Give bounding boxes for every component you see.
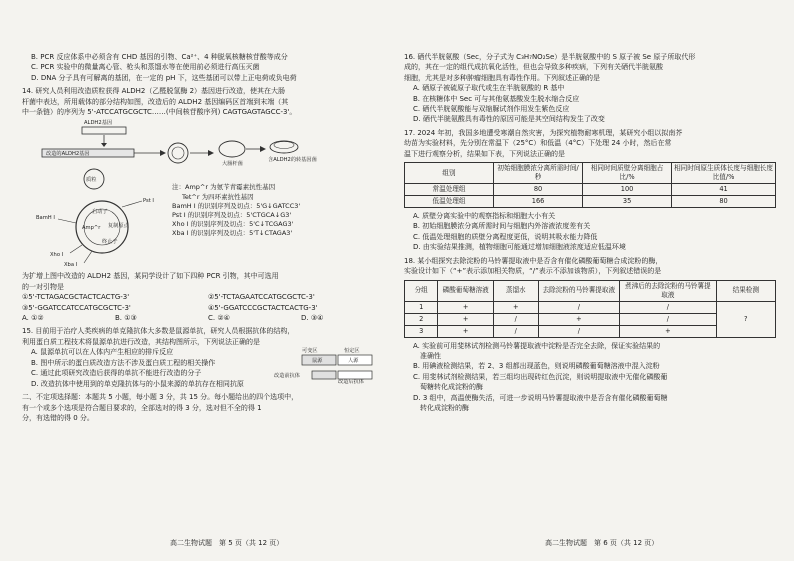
label-mouse: 鼠源 xyxy=(312,358,323,365)
primer-3: ③5'-GGATCCATCCATGCGCTC-3' xyxy=(22,303,131,312)
ecoli-shape xyxy=(219,141,245,157)
q16-option-c[interactable]: C. 硒代半胱氨酸能与双缩脲试剂作用发生紫色反应 xyxy=(413,105,570,114)
q15-stem-2: 利用蛋白质工程技术将鼠源单抗进行改造，其结构图所示，下列说法正确的是 xyxy=(22,337,260,346)
q13-option-b: B. PCR 反应体系中必须含有 CHD 基因的引物、Ca²⁺、4 种脱氧核糖核苷酸等成分 xyxy=(31,53,288,61)
q14-choices xyxy=(22,313,394,323)
right-column xyxy=(404,52,776,413)
cell: 41 xyxy=(672,184,776,196)
q17-table-header xyxy=(405,163,776,184)
q14-tail-1: 为扩增上图中改造的 ALDH2 基因，某同学设计了如下四种 PCR 引物，其中可选用 xyxy=(22,272,279,281)
q15-option-b[interactable]: B. 图中所示的蛋白质改造方法不涉及蛋白质工程的相关操作 xyxy=(31,358,216,367)
q18-option-c[interactable]: C. 用斐林试剂检测结果，若三组均出现砖红色沉淀，则说明提取液中无催化磷酸葡 xyxy=(413,372,668,381)
q18-col-water: 蒸馏水 xyxy=(494,280,539,301)
q17-col-length: 相同时间原生质体长度与细胞长度比值/% xyxy=(672,163,776,184)
section2-heading-1: 二、不定项选择题：本题共 5 小题，每小题 3 分，共 15 分。每小题给出的四个选项中， xyxy=(22,393,299,402)
q14-stem-2: 杆菌中表达，所用载体的部分结构如图，改造后的 ALDH2 基因编码区首端到末端（其 xyxy=(22,97,289,106)
q17-option-c[interactable]: C. 低温处理细胞的质壁分离程度更低，说明其吸水能力降低 xyxy=(413,232,598,241)
gene-box xyxy=(82,127,126,134)
q18-stem-1: 18. 某小组探究去除淀粉的马铃薯提取液中是否含有催化磷酸葡萄糖合成淀粉的酶， xyxy=(404,256,663,265)
site-xhoi: Xho I xyxy=(50,252,64,259)
segment-ampr: Amp^r xyxy=(82,225,101,232)
cell: / xyxy=(538,301,620,313)
transgenic-label: 含ALDH2的转基因菌 xyxy=(268,157,317,164)
q14-stem-1: 14. 研究人员利用改造质粒获得 ALDH2（乙醛脱氢酶 2）基因进行改造，使其在大肠 xyxy=(22,87,286,96)
q18-option-a[interactable]: A. 实验前可用斐林试剂检测马铃薯提取液中淀粉是否完全去除，保证实验结果的 xyxy=(413,341,661,350)
cell: + xyxy=(494,301,539,313)
left-column xyxy=(22,52,394,424)
q18-option-d-cont: 转化成淀粉的酶 xyxy=(420,403,469,412)
primer-4: ④5'-GGATCCCGCTACTCACTG-3' xyxy=(208,303,318,312)
q15-option-c[interactable]: C. 通过此项研究改造后获得的单抗不能进行改造的分子 xyxy=(31,369,202,378)
note-2: Tet^r 为四环素抗性基因 xyxy=(182,192,254,201)
cell-result: ? xyxy=(716,301,775,337)
segment-terminator: 终止子 xyxy=(102,239,118,246)
antibody-figure xyxy=(272,345,392,389)
page-footer-left: 高二生物试题 第 5 页（共 12 页） xyxy=(170,539,284,547)
cell: 3 xyxy=(405,325,438,337)
q16-stem-1: 16. 硒代半胱氨酸（Sec，分子式为 C₃H₇NO₂Se）是半胱氨酸中的 S 原子被 Se 原子所取代形 xyxy=(404,53,696,61)
q15-option-a[interactable]: A. 鼠源单抗可以在人体内产生相应的排斥反应 xyxy=(31,348,174,357)
site-psti: Pst I xyxy=(143,198,154,205)
q17-table xyxy=(404,162,776,208)
section2-heading-3: 分，有选错的得 0 分。 xyxy=(22,414,94,423)
cell: / xyxy=(620,313,716,325)
note-5: Xho I 的识别序列及切点：5'C↓TCGAG3' xyxy=(172,220,294,229)
cell: + xyxy=(538,313,620,325)
cell: 2 xyxy=(405,313,438,325)
q18-stem-2: 实验设计如下（“+”表示添加相关物质，“/”表示不添加该物质），下列叙述错误的是 xyxy=(404,267,662,276)
q17-col-ratio: 相同时间质壁分离细胞占比/% xyxy=(583,163,672,184)
q13-option-c: C. PCR 实验中的微量离心管、枪头和蒸馏水等在使用前必须进行高压灭菌 xyxy=(31,63,260,72)
q15-options xyxy=(22,347,272,389)
cell: 35 xyxy=(583,196,672,208)
cell: + xyxy=(438,313,494,325)
q18-col-extract: 去除淀粉的马铃薯提取液 xyxy=(538,280,620,301)
q15-block xyxy=(22,347,394,389)
q17-option-b[interactable]: B. 初始细胞膜浓分离所需时间与细胞内外溶液浓度差有关 xyxy=(413,222,591,231)
q14-choice-b[interactable]: B. ①③ xyxy=(115,314,137,323)
q14-primer-row-2 xyxy=(22,303,394,313)
q18-option-b[interactable]: B. 用碘液检测结果，若 2、3 组都出现蓝色，则说明磷酸葡萄糖溶液中混入淀粉 xyxy=(413,362,660,371)
cell: 低温处理组 xyxy=(405,196,494,208)
q16-option-a[interactable]: A. 硒原子被硫原子取代或生在半胱氨酸的 R 基中 xyxy=(413,84,565,93)
section2-heading-2: 有一个或多个选项是符合题目要求的，全部选对的得 3 分，选对但不全的得 1 xyxy=(22,403,262,412)
q18-table xyxy=(404,280,776,338)
culture-dish xyxy=(270,141,298,153)
q14-stem-3: 中一条链）的序列为 5'-ATCCATGCGCTC……(中间核苷酸序列) CAGTGAGTAGCC-3'。 xyxy=(22,108,297,117)
q18-col-boiled: 煮沸后的去除淀粉的马铃薯提取液 xyxy=(620,280,716,301)
gene-label: ALDH2基因 xyxy=(84,120,113,127)
q16-stem-3: 细胞，尤其是对多种肿瘤细胞具有毒性作用。下列叙述正确的是 xyxy=(404,73,600,82)
cell: 100 xyxy=(583,184,672,196)
modified-gene-label: 改造的ALDH2基因 xyxy=(46,151,90,158)
cell: / xyxy=(538,325,620,337)
q14-choice-a[interactable]: A. ①② xyxy=(22,314,44,323)
primer-2: ②5'-TCTAGAATCCATGCGCTC-3' xyxy=(208,293,315,302)
cell: 80 xyxy=(672,196,776,208)
primer-1: ①5'-TCTAGACGCTACTCACTG-3' xyxy=(22,293,130,302)
q16-option-d[interactable]: D. 硒代半胱氨酸具有毒性的原因可能是其空间结构发生了改变 xyxy=(413,115,605,124)
caption-after: 改造后抗体 xyxy=(338,379,364,386)
q17-option-d[interactable]: D. 由实验结果推测，植物细胞可能通过增加细胞液浓度适应低温环境 xyxy=(413,243,626,252)
cell: 166 xyxy=(494,196,583,208)
segment-promoter: 启动子 xyxy=(92,209,108,216)
q18-table-header xyxy=(405,280,776,301)
label-human: 人源 xyxy=(348,358,359,365)
q17-stem-3: 温下进行观察分析，结果如下表，下列说法正确的是 xyxy=(404,149,565,158)
q14-tail-2: 的一对引物是 xyxy=(22,282,64,291)
table-row xyxy=(405,184,776,196)
page-footer-right: 高二生物试题 第 6 页（共 12 页） xyxy=(545,539,659,547)
q18-option-c-cont: 萄糖转化成淀粉的酶 xyxy=(420,383,483,392)
cell: 1 xyxy=(405,301,438,313)
q14-figure xyxy=(22,119,394,269)
note-1: 注：Amp^r 为氨苄青霉素抗性基因 xyxy=(172,183,276,192)
q17-col-group: 组别 xyxy=(405,163,494,184)
q18-option-a-cont: 准确性 xyxy=(420,351,441,360)
cell: 常温处理组 xyxy=(405,184,494,196)
cell: / xyxy=(494,313,539,325)
vector-label: 质粒 xyxy=(86,177,97,184)
q17-stem-1: 17. 2024 年初，我国多地遭受寒潮自然灾害，为探究植物耐寒机理，某研究小组以拟南芥 xyxy=(404,128,683,137)
cell: / xyxy=(620,301,716,313)
q18-col-result: 结果检测 xyxy=(716,280,775,301)
q18-option-d[interactable]: D. 3 组中，高温使酶失活，可进一步说明马铃薯提取液中是否含有催化磷酸葡萄糖 xyxy=(413,393,668,402)
caption-before: 改造前抗体 xyxy=(274,373,300,380)
q14-primer-row-1 xyxy=(22,292,394,302)
q14-choice-c[interactable]: C. ②④ xyxy=(208,314,230,323)
q16-stem-2: 成的，其在一定的组代成抗氧化活性，但也会导致多种疾病，下列有关硒代半胱氨酸 xyxy=(404,63,663,72)
label-variable: 可变区 xyxy=(302,348,318,355)
cell: 80 xyxy=(494,184,583,196)
cell: / xyxy=(494,325,539,337)
note-4: Pst I 的识别序列及切点：5'CTGCA↓G3' xyxy=(172,211,292,220)
cell: + xyxy=(438,301,494,313)
site-bamhi: BamH I xyxy=(36,215,55,222)
q17-col-time: 初始细胞膜浓分离所需时间/秒 xyxy=(494,163,583,184)
table-row xyxy=(405,301,776,313)
enzyme-notes xyxy=(172,183,300,238)
q18-col-group: 分组 xyxy=(405,280,438,301)
q14-choice-d[interactable]: D. ③④ xyxy=(301,314,324,323)
note-6: Xba I 的识别序列及切点：5'T↓CTAGA3' xyxy=(172,229,293,238)
q16-option-b[interactable]: B. 在核糖体中 Sec 可与其他氨基酸发生脱水缩合反应 xyxy=(413,94,580,103)
segment-origin: 复制原点 xyxy=(108,223,129,230)
q17-option-a[interactable]: A. 质壁分离实验中的观察指标和细胞大小有关 xyxy=(413,212,556,221)
q15-stem-1: 15. 目前用于治疗人类疾病的单克隆抗体大多数是鼠源单抗，研究人员根据抗体的结构， xyxy=(22,327,295,336)
site-xbai: Xba I xyxy=(64,262,78,269)
table-row xyxy=(405,196,776,208)
cell: + xyxy=(620,325,716,337)
q13-option-d: D. DNA 分子具有可解离的基团，在一定的 pH 下，这些基团可以带上正电荷或负电荷 xyxy=(31,73,297,82)
q18-col-glucose: 磷酸葡萄糖溶液 xyxy=(438,280,494,301)
note-3: BamH I 的识别序列及切点：5'G↓GATCC3' xyxy=(172,201,301,210)
recombinant-plasmid xyxy=(168,143,188,163)
q15-option-d[interactable]: D. 改造抗体中使用到的单克隆抗体与的小鼠来源的单抗存在相同抗原 xyxy=(31,379,244,388)
q17-stem-2: 幼苗为实验材料，先分别在常温下（25°C）和低温（4°C）下处理 24 小时，然后在常 xyxy=(404,139,672,148)
label-constant: 恒定区 xyxy=(344,348,360,355)
cell: + xyxy=(438,325,494,337)
ecoli-label: 大肠杆菌 xyxy=(222,161,243,168)
